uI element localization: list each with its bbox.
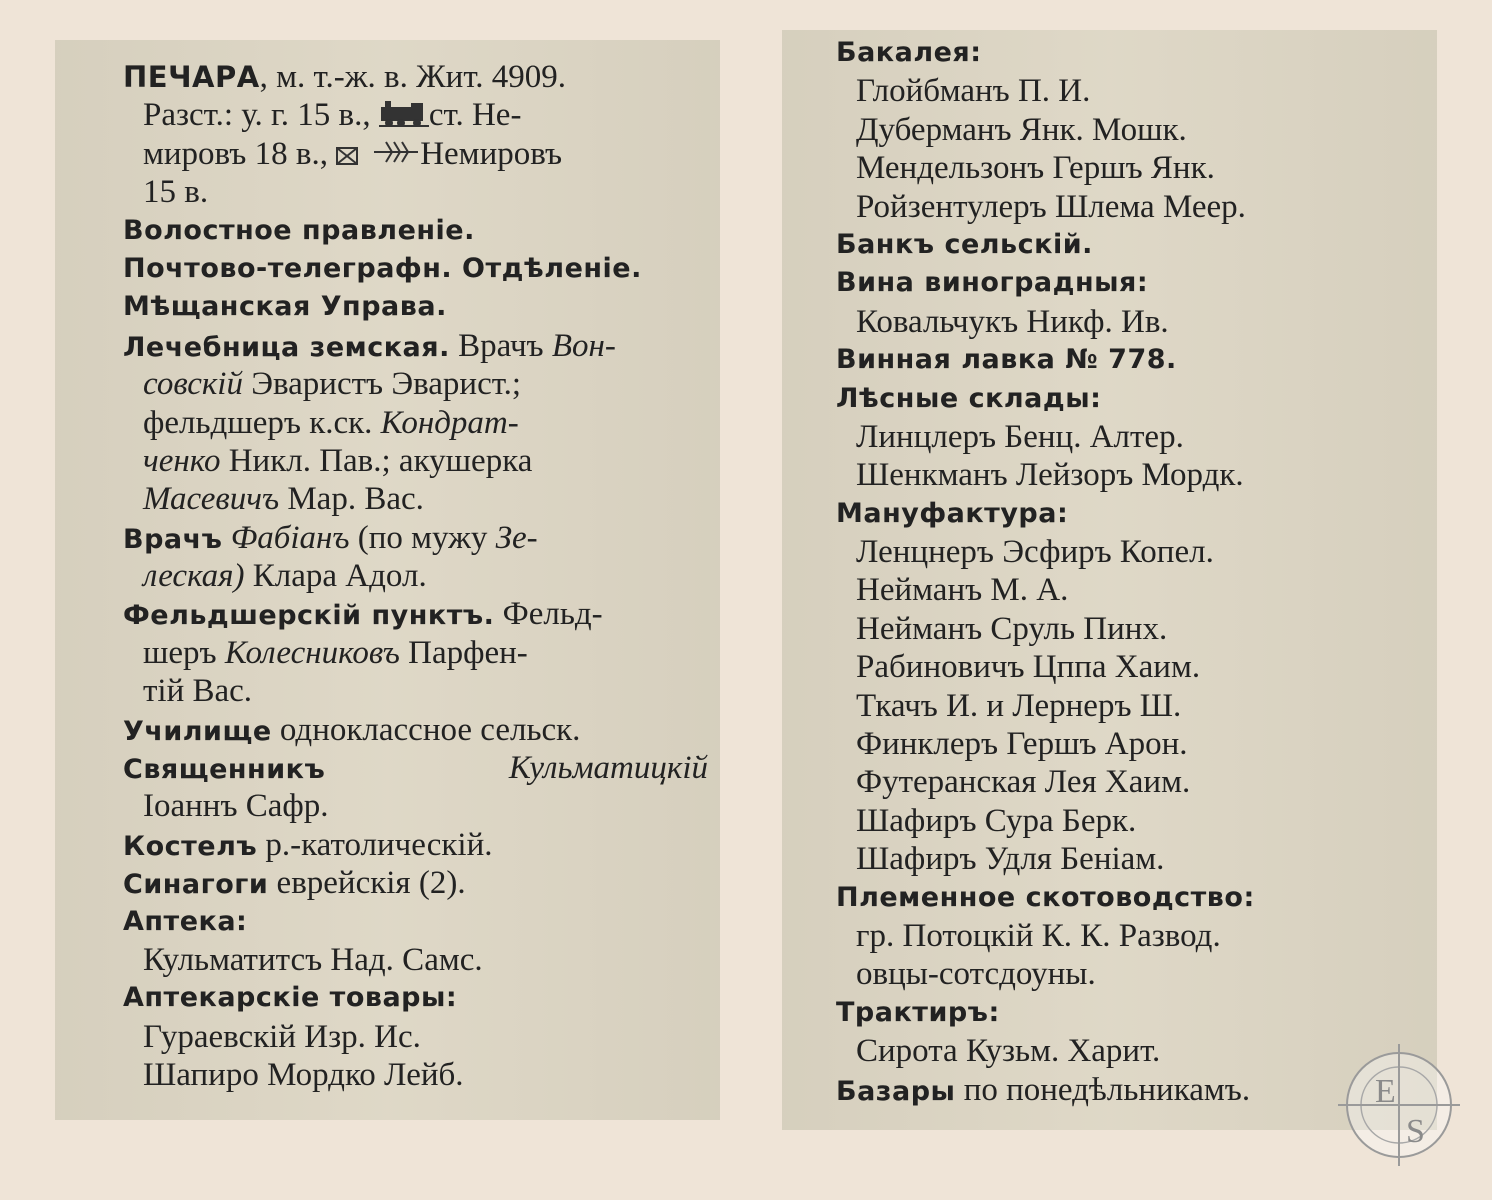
hospital-line-3 (123, 404, 720, 442)
synagogue-line (123, 864, 720, 902)
watermark-letter-s: S (1406, 1113, 1425, 1150)
feldsher-name: Колесниковъ (224, 634, 400, 671)
list-item: Линцлеръ Бенц. Алтер. (856, 418, 1184, 455)
distance-text: Разст.: у. г. 15 в., (143, 97, 379, 134)
list-item: Шенкманъ Лейзоръ Мордк. (856, 457, 1244, 494)
school-text: одноклассное сельск. (271, 711, 581, 748)
list-item: овцы-сотсдоуны. (856, 956, 1096, 993)
hospital-feldsher-name-cont: ченко (143, 442, 221, 479)
feldsher-point-line-1 (123, 595, 720, 633)
entry-heading-line (123, 58, 720, 96)
list-item: Глойбманъ П. И. (856, 73, 1091, 110)
hospital-midwife-text: Никл. Пав.; акушерка (220, 442, 533, 479)
priest-surname: Кульматицкій (508, 750, 708, 787)
bazaar-label: Базары (836, 1075, 956, 1107)
timber-label: Лѣсные склады: (836, 382, 1102, 414)
list-item: Ленцнеръ Эсфиръ Копел. (856, 534, 1214, 571)
distance-line (123, 96, 720, 134)
post-telegraph-office: Почтово-телеграфн. Отдѣленіе. (123, 252, 642, 284)
list-item: Дуберманъ Янк. Мошк. (856, 111, 1187, 148)
doctor-label: Врачъ (123, 523, 223, 555)
church-line (123, 826, 720, 864)
volost-office: Волостное правленіе. (123, 214, 475, 246)
hospital-text: Врачъ (449, 327, 552, 364)
pharmacy-goods-label: Аптекарскіе товары: (123, 982, 458, 1014)
church-text: р.-католическій. (257, 826, 493, 863)
hospital-doctor-name: Вон- (551, 327, 616, 364)
priest-line-1 (123, 749, 720, 787)
list-item: Сирота Кузьм. Харит. (856, 1033, 1161, 1070)
list-item: Шапиро Мордко Лейб. (143, 1057, 464, 1094)
synagogue-text: еврейскія (2). (268, 865, 466, 902)
hospital-line-5 (123, 480, 720, 518)
doctor-married-name: Зе- (495, 519, 538, 556)
feldsher-text-cont: шеръ (143, 634, 225, 671)
doctor-line-1 (123, 519, 720, 557)
feldsher-point-text: Фельд- (494, 596, 603, 633)
doctor-married-name-cont: леская) (143, 558, 245, 595)
list-item: Футеранская Лея Хаим. (856, 764, 1191, 801)
bank-label: Банкъ сельскій. (836, 228, 1093, 260)
hospital-line-1 (123, 327, 720, 365)
list-item: Ковальчукъ Никф. Ив. (856, 303, 1169, 340)
hospital-doctor-name-cont: совскій (143, 366, 243, 403)
school-line (123, 711, 720, 749)
left-column (55, 40, 720, 1120)
school-label: Училище (123, 715, 272, 747)
list-item: Гураевскій Изр. Ис. (143, 1018, 421, 1055)
bazaar-text: по понедѣльникамъ. (955, 1071, 1251, 1108)
hospital-line-4 (123, 442, 720, 480)
feldsher-point-label: Фельдшерскій пунктъ. (123, 600, 495, 632)
list-item: Кульматитсъ Над. Самс. (143, 941, 483, 978)
church-label: Костелъ (123, 830, 258, 862)
feldsher-point-line-3: тій Вас. (143, 673, 253, 710)
post-distance-line (123, 135, 720, 173)
post-place-text: Немировъ (420, 135, 563, 172)
watermark-letter-e: E (1375, 1073, 1396, 1110)
feldsher-given: Парфен- (399, 634, 528, 671)
telegraph-icon (372, 139, 420, 165)
synagogue-label: Синагоги (123, 869, 269, 901)
town-info: , м. т.-ж. в. Жит. 4909. (259, 59, 567, 95)
list-item: Ройзентулеръ Шлема Меер. (856, 188, 1246, 225)
wine-label: Вина виноградныя: (836, 267, 1149, 299)
town-name: ПЕЧАРА (123, 60, 260, 94)
priest-line-2: Іоаннъ Сафр. (143, 788, 329, 825)
hospital-feldsher-text: фельдшеръ к.ск. (143, 404, 381, 441)
list-item: Шафиръ Сура Берк. (856, 802, 1137, 839)
doctor-line-2 (123, 557, 720, 595)
list-item: Мендельзонъ Гершъ Янк. (856, 150, 1215, 187)
hospital-midwife-given: Мар. Вас. (279, 481, 424, 518)
post-office-envelope-icon (336, 147, 358, 165)
hospital-midwife-name: Масевичъ (143, 481, 280, 518)
hospital-feldsher-name: Кондрат- (380, 404, 519, 441)
grocery-label: Бакалея: (836, 37, 982, 68)
livestock-label: Племенное скотоводство: (836, 881, 1255, 913)
post-distance-text: мировъ 18 в., (143, 135, 337, 172)
hospital-label: Лечебница земская. (123, 331, 450, 363)
hospital-doctor-given: Эваристъ Эварист.; (242, 366, 522, 403)
list-item: Рабиновичъ Цппа Хаим. (856, 649, 1201, 686)
list-item: Финклеръ Гершъ Арон. (856, 726, 1188, 763)
wine-shop-label: Винная лавка № 778. (836, 344, 1177, 376)
hospital-line-2 (123, 365, 720, 403)
distance-continued: 15 в. (143, 174, 209, 211)
list-item: Нейманъ М. А. (856, 572, 1069, 609)
doctor-name: Фабіанъ (222, 519, 350, 556)
list-item: Ткачъ И. и Лернеръ Ш. (856, 687, 1182, 724)
feldsher-point-line-2 (123, 634, 720, 672)
station-text: ст. Не- (428, 97, 522, 134)
town-council: Мѣщанская Управа. (123, 291, 447, 323)
list-item: гр. Потоцкій К. К. Развод. (856, 917, 1221, 954)
doctor-note: (по мужу (349, 519, 496, 556)
railway-station-icon (379, 99, 429, 127)
doctor-given: Клара Адол. (244, 558, 427, 595)
textiles-label: Мануфактура: (836, 497, 1069, 529)
list-item: Шафиръ Удля Беніам. (856, 841, 1165, 878)
priest-label: Священникъ (123, 754, 326, 786)
right-column (782, 30, 1437, 1130)
list-item: Нейманъ Сруль Пинх. (856, 610, 1168, 647)
tavern-label: Трактиръ: (836, 996, 1000, 1028)
pharmacy-label: Аптека: (123, 905, 248, 937)
watermark-logo (1336, 1042, 1462, 1168)
